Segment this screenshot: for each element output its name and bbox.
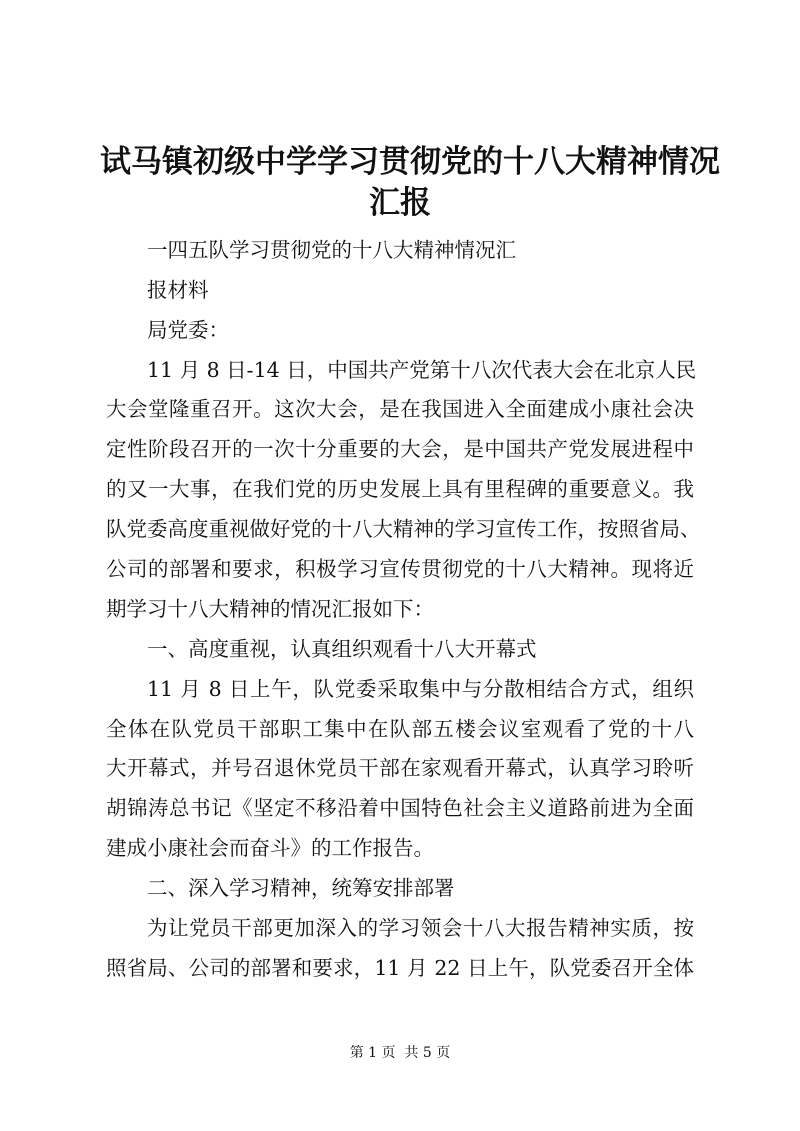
body-line: 大开幕式，并号召退休党员干部在家观看开幕式，认真学习聆听 — [106, 756, 694, 780]
body-line: 期学习十八大精神的情况汇报如下： — [106, 597, 434, 621]
body-line: 11 月 8 日-14 日，中国共产党第十八次代表大会在北京人民 — [147, 358, 697, 382]
document-title-line-2: 汇报 — [369, 185, 431, 221]
body-line: 为让党员干部更加深入的学习领会十八大报告精神实质，按 — [147, 916, 694, 940]
salutation: 局党委： — [147, 318, 229, 342]
body-line: 大会堂隆重召开。这次大会，是在我国进入全面建成小康社会决 — [106, 397, 694, 421]
section-heading-1: 一、高度重视，认真组织观看十八大开幕式 — [147, 637, 537, 661]
section-heading-2: 二、深入学习精神，统筹安排部署 — [147, 876, 455, 900]
body-line: 报材料 — [147, 278, 209, 302]
body-line: 全体在队党员干部职工集中在队部五楼会议室观看了党的十八 — [106, 717, 694, 741]
body-line: 的又一大事，在我们党的历史发展上具有里程碑的重要意义。我 — [106, 477, 694, 501]
page-footer: 第 1 页 共 5 页 — [349, 1045, 451, 1061]
body-line: 队党委高度重视做好党的十八大精神的学习宣传工作，按照省局、 — [106, 517, 701, 541]
body-line: 胡锦涛总书记《坚定不移沿着中国特色社会主义道路前进为全面 — [106, 796, 694, 820]
document-title-line-1: 试马镇初级中学学习贯彻党的十八大精神情况 — [100, 144, 720, 180]
body-line: 11 月 8 日上午，队党委采取集中与分散相结合方式，组织 — [147, 677, 694, 701]
body-line: 建成小康社会而奋斗》的工作报告。 — [106, 836, 434, 860]
body-line: 照省局、公司的部署和要求，11 月 22 日上午，队党委召开全体 — [106, 956, 694, 980]
body-line: 公司的部署和要求，积极学习宣传贯彻党的十八大精神。现将近 — [106, 557, 694, 581]
body-line: 定性阶段召开的一次十分重要的大会，是中国共产党发展进程中 — [106, 437, 694, 461]
body-line: 一四五队学习贯彻党的十八大精神情况汇 — [147, 238, 516, 262]
